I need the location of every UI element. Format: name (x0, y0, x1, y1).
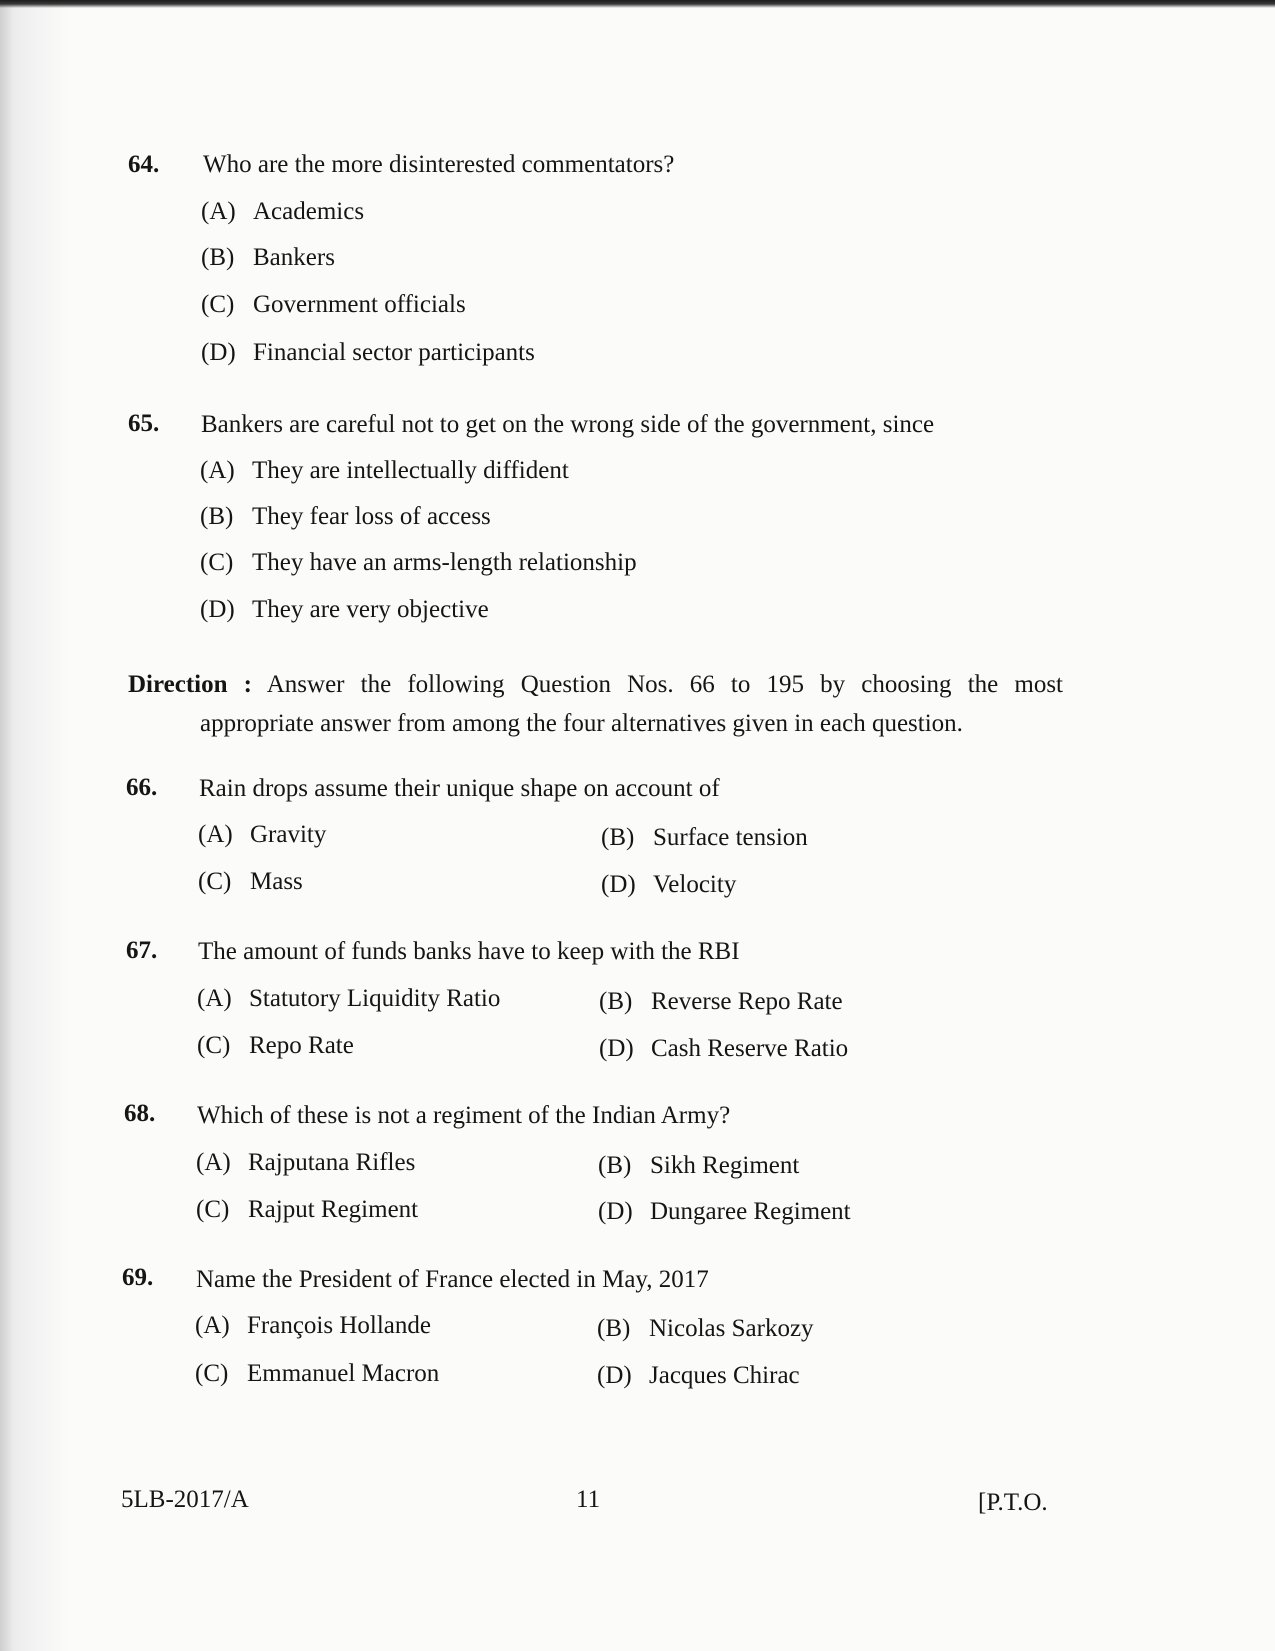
option-label: (D) (599, 1035, 634, 1062)
option-a (201, 199, 364, 224)
option-text: Surface tension (653, 824, 808, 851)
question-number: 65. (128, 410, 160, 437)
option-a (196, 1150, 415, 1175)
option-label: (A) (196, 1149, 231, 1176)
option-c (200, 550, 637, 575)
option-c (195, 1361, 439, 1386)
option-text: They have an arms-length relationship (252, 549, 637, 576)
option-b (598, 1153, 799, 1178)
option-d (200, 597, 489, 622)
option-a (198, 822, 326, 847)
option-d (201, 340, 535, 365)
option-label: (A) (197, 985, 232, 1012)
question-number: 68. (124, 1100, 156, 1127)
option-a (200, 458, 569, 483)
option-text: They are intellectually diffident (252, 457, 569, 484)
question-text: The amount of funds banks have to keep with the RBI (198, 938, 740, 965)
footer-code: 5LB-2017/A (121, 1486, 249, 1513)
option-label: (D) (597, 1362, 632, 1389)
option-label: (D) (201, 339, 236, 366)
direction-line-2: appropriate answer from among the four alternatives given in each question. (200, 710, 963, 737)
option-d (599, 1036, 848, 1061)
option-text: Reverse Repo Rate (651, 988, 843, 1015)
option-label: (B) (599, 988, 633, 1015)
option-label: (A) (195, 1312, 230, 1339)
option-b (597, 1316, 814, 1341)
option-label: (B) (598, 1152, 632, 1179)
option-label: (D) (200, 596, 235, 623)
option-b (201, 245, 335, 270)
option-text: Government officials (253, 291, 466, 318)
option-d (598, 1199, 851, 1224)
option-b (599, 989, 843, 1014)
option-c (198, 869, 303, 894)
direction-line-1 (128, 671, 1063, 699)
option-label: (C) (195, 1360, 229, 1387)
option-b (601, 825, 808, 850)
question-text: Bankers are careful not to get on the wrong side of the government, since (201, 411, 935, 438)
option-text: Repo Rate (249, 1032, 354, 1059)
option-text: Bankers (253, 244, 335, 271)
question-number: 64. (128, 151, 160, 178)
option-text: They fear loss of access (252, 503, 491, 530)
option-text: Rajput Regiment (248, 1196, 419, 1223)
option-text: Cash Reserve Ratio (651, 1035, 849, 1062)
question-text: Name the President of France elected in May, 2017 (196, 1266, 709, 1293)
option-text: Jacques Chirac (649, 1362, 800, 1389)
option-label: (A) (200, 457, 235, 484)
option-a (197, 986, 500, 1011)
option-label: (D) (601, 871, 636, 898)
question-number: 67. (126, 937, 158, 964)
option-label: (C) (200, 549, 234, 576)
option-label: (B) (201, 244, 235, 271)
option-label: (C) (196, 1196, 230, 1223)
question-text: Which of these is not a regiment of the Indian Army? (197, 1102, 731, 1129)
question-text: Rain drops assume their unique shape on account of (199, 775, 720, 802)
option-text: Gravity (250, 821, 327, 848)
option-text: Financial sector participants (253, 339, 535, 366)
option-text: Mass (250, 868, 303, 895)
option-text: They are very objective (252, 596, 489, 623)
option-text: François Hollande (247, 1312, 431, 1339)
option-d (601, 872, 736, 897)
option-c (196, 1197, 418, 1222)
option-c (197, 1033, 354, 1058)
option-text: Rajputana Rifles (248, 1149, 416, 1176)
option-text: Velocity (653, 871, 737, 898)
option-text: Dungaree Regiment (650, 1198, 851, 1225)
option-text: Emmanuel Macron (247, 1360, 440, 1387)
option-label: (B) (601, 824, 635, 851)
direction-text: Answer the following Question Nos. 66 to 195 by choosing the most (266, 671, 1063, 698)
option-label: (C) (197, 1032, 231, 1059)
option-text: Nicolas Sarkozy (649, 1315, 814, 1342)
question-text: Who are the more disinterested commentators? (203, 151, 675, 178)
option-label: (D) (598, 1198, 633, 1225)
direction-label: Direction : (128, 671, 252, 698)
option-label: (A) (201, 198, 236, 225)
option-text: Sikh Regiment (650, 1152, 800, 1179)
question-number: 69. (122, 1264, 154, 1291)
footer-pto: [P.T.O. (978, 1489, 1048, 1516)
option-text: Academics (253, 198, 365, 225)
option-label: (C) (198, 868, 232, 895)
page-number: 11 (576, 1486, 601, 1513)
scan-edge-shadow (0, 0, 70, 1651)
scan-top-border (0, 0, 1275, 8)
option-label: (A) (198, 821, 233, 848)
option-label: (B) (200, 503, 234, 530)
option-text: Statutory Liquidity Ratio (249, 985, 501, 1012)
option-label: (C) (201, 291, 235, 318)
question-number: 66. (126, 774, 158, 801)
option-label: (B) (597, 1315, 631, 1342)
option-b (200, 504, 491, 529)
option-a (195, 1313, 431, 1338)
option-d (597, 1363, 800, 1388)
option-c (201, 292, 466, 317)
